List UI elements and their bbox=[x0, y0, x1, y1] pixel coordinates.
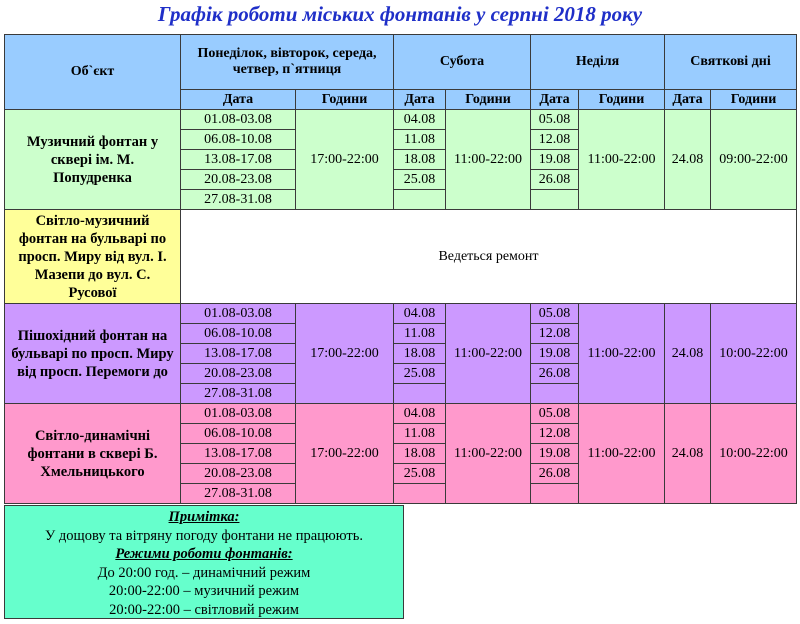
sunday-date: 19.08 bbox=[531, 444, 579, 464]
saturday-hours: 11:00-22:00 bbox=[446, 110, 531, 210]
header-sunday: Неділя bbox=[531, 35, 665, 90]
sunday-date: 26.08 bbox=[531, 464, 579, 484]
saturday-date: 18.08 bbox=[394, 344, 446, 364]
fountain-name: Пішохідний фонтан на бульварі по просп. Миру від просп. Перемоги до bbox=[5, 304, 181, 404]
weekday-date: 27.08-31.08 bbox=[181, 484, 296, 504]
header-object: Об`єкт bbox=[5, 35, 181, 110]
table-row bbox=[5, 304, 797, 324]
mode-item: 20:00-22:00 – музичний режим bbox=[108, 583, 300, 599]
header-holidays: Святкові дні bbox=[665, 35, 797, 90]
holiday-date: 24.08 bbox=[665, 304, 711, 404]
holiday-hours: 10:00-22:00 bbox=[711, 404, 797, 504]
saturday-date: 11.08 bbox=[394, 424, 446, 444]
saturday-hours: 11:00-22:00 bbox=[446, 304, 531, 404]
weekday-date: 27.08-31.08 bbox=[181, 384, 296, 404]
sunday-date: 05.08 bbox=[531, 304, 579, 324]
saturday-date: 18.08 bbox=[394, 150, 446, 170]
weekday-date: 20.08-23.08 bbox=[181, 364, 296, 384]
sunday-date: 19.08 bbox=[531, 150, 579, 170]
holiday-hours: 09:00-22:00 bbox=[711, 110, 797, 210]
weekday-date: 06.08-10.08 bbox=[181, 324, 296, 344]
holiday-date: 24.08 bbox=[665, 404, 711, 504]
weekday-date: 27.08-31.08 bbox=[181, 190, 296, 210]
saturday-date: 25.08 bbox=[394, 364, 446, 384]
weekday-hours: 17:00-22:00 bbox=[296, 110, 394, 210]
sunday-date: 26.08 bbox=[531, 170, 579, 190]
weekday-date: 13.08-17.08 bbox=[181, 150, 296, 170]
header-row bbox=[5, 35, 797, 90]
table-row bbox=[5, 404, 797, 424]
saturday-date: 18.08 bbox=[394, 444, 446, 464]
note-heading: Примітка: bbox=[168, 509, 240, 525]
table-row bbox=[5, 110, 797, 130]
sunday-date: 26.08 bbox=[531, 364, 579, 384]
saturday-date: 04.08 bbox=[394, 404, 446, 424]
header-weekdays: Понеділок, вівторок, середа, четвер, п`ятниця bbox=[181, 35, 394, 90]
sunday-date: 19.08 bbox=[531, 344, 579, 364]
saturday-date: 25.08 bbox=[394, 170, 446, 190]
table-row bbox=[5, 210, 797, 304]
sunday-date bbox=[531, 484, 579, 504]
weekday-date: 13.08-17.08 bbox=[181, 344, 296, 364]
subheader-date: Дата bbox=[181, 90, 296, 110]
weekday-hours: 17:00-22:00 bbox=[296, 304, 394, 404]
weekday-date: 06.08-10.08 bbox=[181, 424, 296, 444]
weekday-date: 20.08-23.08 bbox=[181, 464, 296, 484]
header-saturday: Субота bbox=[394, 35, 531, 90]
weekday-date: 13.08-17.08 bbox=[181, 444, 296, 464]
note-text: У дощову та вітряну погоду фонтани не працюють. bbox=[45, 527, 363, 544]
weekday-date: 01.08-03.08 bbox=[181, 304, 296, 324]
mode-item: 20:00-22:00 – світловий режим bbox=[109, 601, 299, 618]
sunday-date bbox=[531, 190, 579, 210]
saturday-date: 04.08 bbox=[394, 110, 446, 130]
sunday-date: 05.08 bbox=[531, 404, 579, 424]
sunday-hours: 11:00-22:00 bbox=[579, 304, 665, 404]
weekday-date: 01.08-03.08 bbox=[181, 404, 296, 424]
subheader-date: Дата bbox=[665, 90, 711, 110]
weekday-hours: 17:00-22:00 bbox=[296, 404, 394, 504]
subheader-hours: Години bbox=[296, 90, 394, 110]
weekday-date: 01.08-03.08 bbox=[181, 110, 296, 130]
subheader-hours: Години bbox=[579, 90, 665, 110]
sunday-hours: 11:00-22:00 bbox=[579, 404, 665, 504]
saturday-date bbox=[394, 484, 446, 504]
subheader-date: Дата bbox=[531, 90, 579, 110]
sunday-date bbox=[531, 384, 579, 404]
modes-heading: Режими роботи фонтанів: bbox=[115, 546, 293, 562]
repair-status: Ведеться ремонт bbox=[181, 210, 797, 304]
holiday-hours: 10:00-22:00 bbox=[711, 304, 797, 404]
page-title: Графік роботи міських фонтанів у серпні 2018 року bbox=[157, 2, 643, 26]
sunday-date: 05.08 bbox=[531, 110, 579, 130]
fountain-name: Музичний фонтан у сквері ім. М. Попудренка bbox=[5, 110, 181, 210]
schedule-table bbox=[4, 34, 797, 504]
mode-item: До 20:00 год. – динамічний режим bbox=[97, 564, 311, 581]
sunday-date: 12.08 bbox=[531, 424, 579, 444]
saturday-hours: 11:00-22:00 bbox=[446, 404, 531, 504]
fountain-name: Світло-музичний фонтан на бульварі по просп. Миру від вул. І. Мазепи до вул. С. Русової bbox=[5, 210, 181, 304]
saturday-date: 11.08 bbox=[394, 130, 446, 150]
saturday-date: 11.08 bbox=[394, 324, 446, 344]
subheader-hours: Години bbox=[711, 90, 797, 110]
sunday-hours: 11:00-22:00 bbox=[579, 110, 665, 210]
sunday-date: 12.08 bbox=[531, 130, 579, 150]
weekday-date: 20.08-23.08 bbox=[181, 170, 296, 190]
weekday-date: 06.08-10.08 bbox=[181, 130, 296, 150]
saturday-date bbox=[394, 190, 446, 210]
subheader-hours: Години bbox=[446, 90, 531, 110]
fountain-name: Світло-динамічні фонтани в сквері Б. Хмельницького bbox=[5, 404, 181, 504]
holiday-date: 24.08 bbox=[665, 110, 711, 210]
subheader-date: Дата bbox=[394, 90, 446, 110]
note-box bbox=[4, 505, 404, 619]
saturday-date: 04.08 bbox=[394, 304, 446, 324]
saturday-date: 25.08 bbox=[394, 464, 446, 484]
saturday-date bbox=[394, 384, 446, 404]
sunday-date: 12.08 bbox=[531, 324, 579, 344]
